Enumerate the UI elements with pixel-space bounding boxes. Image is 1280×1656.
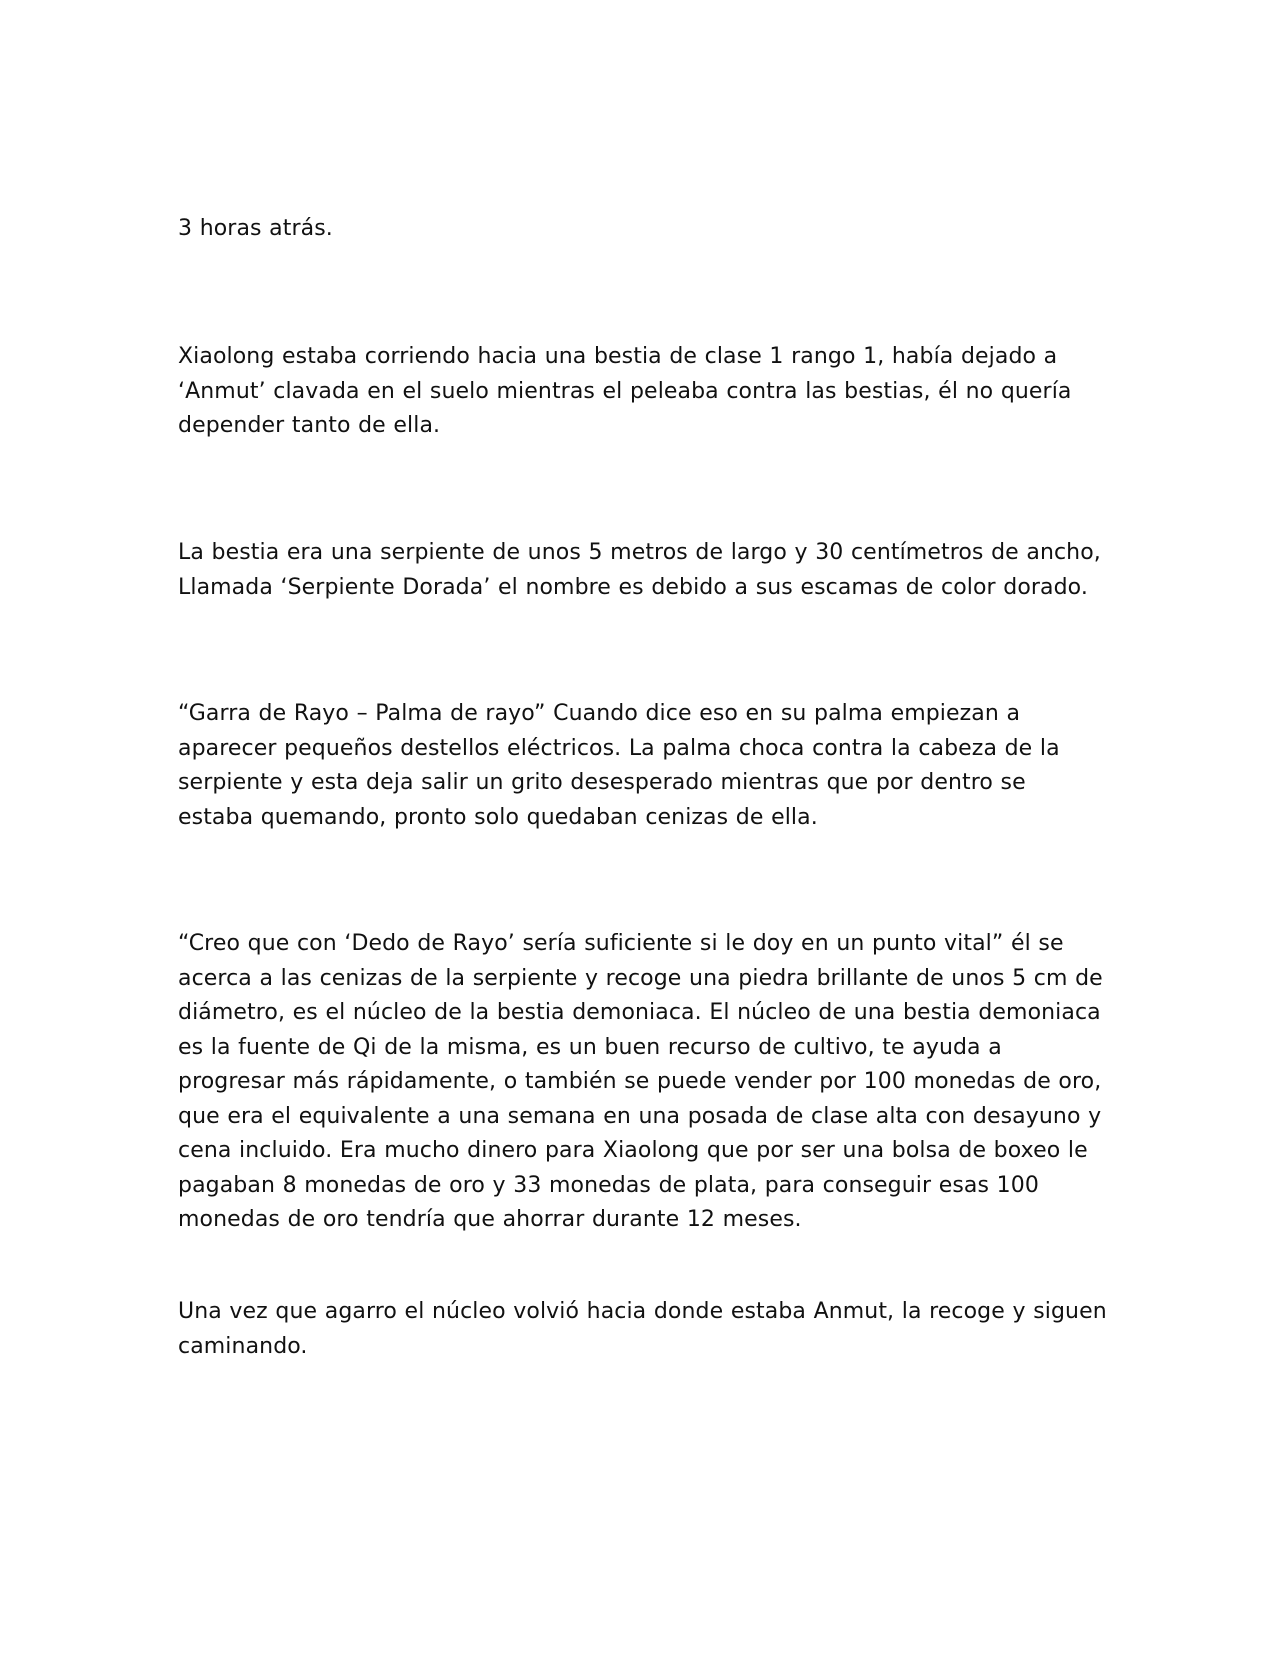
paragraph-demon-core: “Creo que con ‘Dedo de Rayo’ sería suficiente si le doy en un punto vital” él se acerca a las cenizas de la serpiente y recoge una piedra brillante de unos 5 cm de diámetro, es el núcleo de la bestia demoniaca. El núcleo de una bestia demoniaca es la fuente de Qi de la misma, es un buen recurso de cultivo, te ayuda a progresar más rápidamente, o también se puede vender por 100 monedas de oro, que era el equivalente a una semana en una posada de clase alta con desayuno y cena incluido. Era mucho dinero para Xiaolong que por ser una bolsa de boxeo le pagaban 8 monedas de oro y 33 monedas de plata, para conseguir esas 100 monedas de oro tendría que ahorrar durante 12 meses. [178, 931, 1103, 1232]
paragraph-lightning-palm: “Garra de Rayo – Palma de rayo” Cuando dice eso en su palma empiezan a aparecer pequeños destellos eléctricos. La palma choca contra la cabeza de la serpiente y esta deja salir un grito desesperado mientras que por dentro se estaba quemando, pronto solo quedaban cenizas de ella. [178, 701, 1060, 830]
paragraph-golden-serpent: La bestia era una serpiente de unos 5 metros de largo y 30 centímetros de ancho, Llamada ‘Serpiente Dorada’ el nombre es debido a sus escamas de color dorado. [178, 540, 1101, 600]
paragraph-time-marker: 3 horas atrás. [178, 216, 333, 241]
paragraph-xiaolong-running: Xiaolong estaba corriendo hacia una bestia de clase 1 rango 1, había dejado a ‘Anmut’ clavada en el suelo mientras el peleaba contra las bestias, él no quería depender tanto de ella. [178, 344, 1072, 438]
paragraph-return-to-anmut: Una vez que agarro el núcleo volvió hacia donde estaba Anmut, la recoge y siguen caminando. [178, 1299, 1107, 1359]
